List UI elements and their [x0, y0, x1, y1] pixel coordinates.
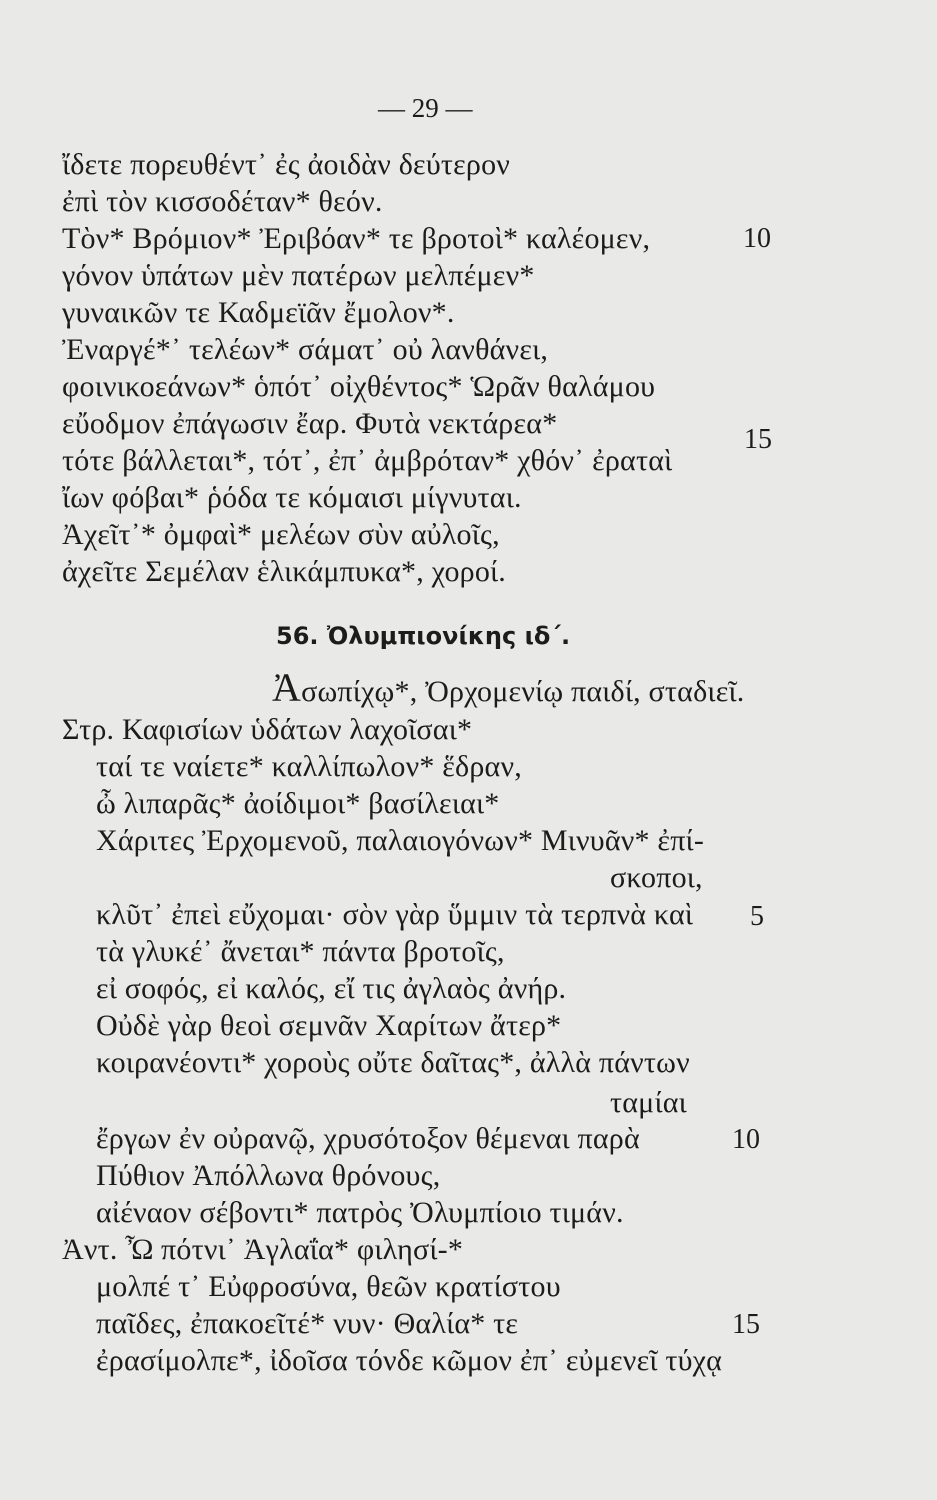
line-number: 15	[732, 1309, 760, 1340]
verse-line: γυναικῶν τε Καδμεϊᾶν ἔμολον*.	[62, 296, 455, 329]
verse-line: εἰ σοφός, εἰ καλός, εἴ τις ἀγλαὸς ἀνήρ.	[96, 972, 567, 1005]
verse-line: κλῦτ᾽ ἐπεὶ εὔχομαι· σὸν γὰρ ὕμμιν τὰ τερπνὰ καὶ	[96, 898, 694, 931]
verse-line: τὰ γλυκέ᾽ ἄνεται* πάντα βροτοῖς,	[96, 935, 505, 968]
verse-line: ἐρασίμολπε*, ἰδοῖσα τόνδε κῶμον ἐπ᾽ εὐμενεῖ τύχᾳ	[96, 1344, 723, 1377]
verse-line-continuation: σκοποι,	[610, 861, 703, 894]
verse-line: φοινικοεάνων* ὁπότ᾽ οἰχθέντος* Ὡρᾶν θαλάμου	[62, 370, 656, 403]
verse-line: ἴων φόβαι* ῥόδα τε κόμαισι μίγνυται.	[62, 481, 522, 514]
verse-line: ἀχεῖτε Σεμέλαν ἑλικάμπυκα*, χοροί.	[62, 555, 506, 588]
verse-line: ἐπὶ τὸν κισσοδέταν* θεόν.	[62, 185, 383, 218]
verse-line: Στρ. Καφισίων ὑδάτων λαχοῖσαι*	[62, 713, 473, 746]
verse-line: αἰέναον σέβοντι* πατρὸς Ὀλυμπίοιο τιμάν.	[96, 1196, 624, 1229]
verse-line: ὦ λιπαρᾶς* ἀοίδιμοι* βασίλειαι*	[96, 787, 500, 820]
verse-line: εὔοδμον ἐπάγωσιν ἔαρ. Φυτὰ νεκτάρεα*	[62, 407, 558, 440]
verse-line: Οὐδὲ γὰρ θεοὶ σεμνᾶν Χαρίτων ἄτερ*	[96, 1009, 562, 1042]
verse-line-continuation: ταμίαι	[610, 1086, 687, 1119]
verse-line: τότε βάλλεται*, τότ᾽, ἐπ᾽ ἀμβρόταν* χθόν᾽ ἐραταὶ	[62, 444, 673, 477]
poem-heading: 56. Ὀλυμπιονίκης ιδ΄.	[276, 622, 571, 650]
verse-line: γόνον ὑπάτων μὲν πατέρων μελπέμεν*	[62, 259, 535, 292]
verse-line: Ἐναργέ*᾽ τελέων* σάματ᾽ οὐ λανθάνει,	[62, 333, 549, 366]
verse-line: κοιρανέοντι* χοροὺς οὔτε δαῖτας*, ἀλλὰ πάντων	[96, 1046, 690, 1079]
line-number: 15	[744, 424, 772, 455]
verse-line: Ἀντ. Ὦ πότνι᾽ Ἀγλαΐα* φιλησί-*	[62, 1233, 464, 1266]
verse-line: Ἀχεῖτ᾽* ὀμφαὶ* μελέων σὺν αὐλοῖς,	[62, 518, 500, 551]
page-number: — 29 —	[378, 93, 473, 123]
dedication-text: σωπίχῳ*, Ὀρχομενίῳ παιδί, σταδιεῖ.	[301, 675, 745, 708]
verse-line: μολπέ τ᾽ Εὐφροσύνα, θεῶν κρατίστου	[96, 1270, 561, 1303]
verse-line: Χάριτες Ἐρχομενοῦ, παλαιογόνων* Μινυᾶν* ἐπί-	[96, 824, 705, 857]
dedication-line	[272, 665, 745, 710]
verse-line: ἴδετε πορευθέντ᾽ ἐς ἀοιδὰν δεύτερον	[62, 148, 511, 181]
line-number: 5	[750, 901, 764, 932]
verse-line: ἔργων ἐν οὐρανῷ, χρυσότοξον θέμεναι παρὰ	[96, 1122, 640, 1155]
drop-cap: Ἀ	[272, 665, 302, 710]
line-number: 10	[732, 1124, 760, 1155]
verse-line: ταί τε ναίετε* καλλίπωλον* ἕδραν,	[96, 750, 522, 783]
verse-line: Τὸν* Βρόμιον* Ἐριβόαν* τε βροτοὶ* καλέομεν,	[62, 222, 651, 255]
line-number: 10	[743, 223, 771, 254]
verse-line: παῖδες, ἐπακοεῖτέ* νυν· Θαλία* τε	[96, 1307, 519, 1340]
verse-line: Πύθιον Ἀπόλλωνα θρόνους,	[96, 1159, 441, 1192]
